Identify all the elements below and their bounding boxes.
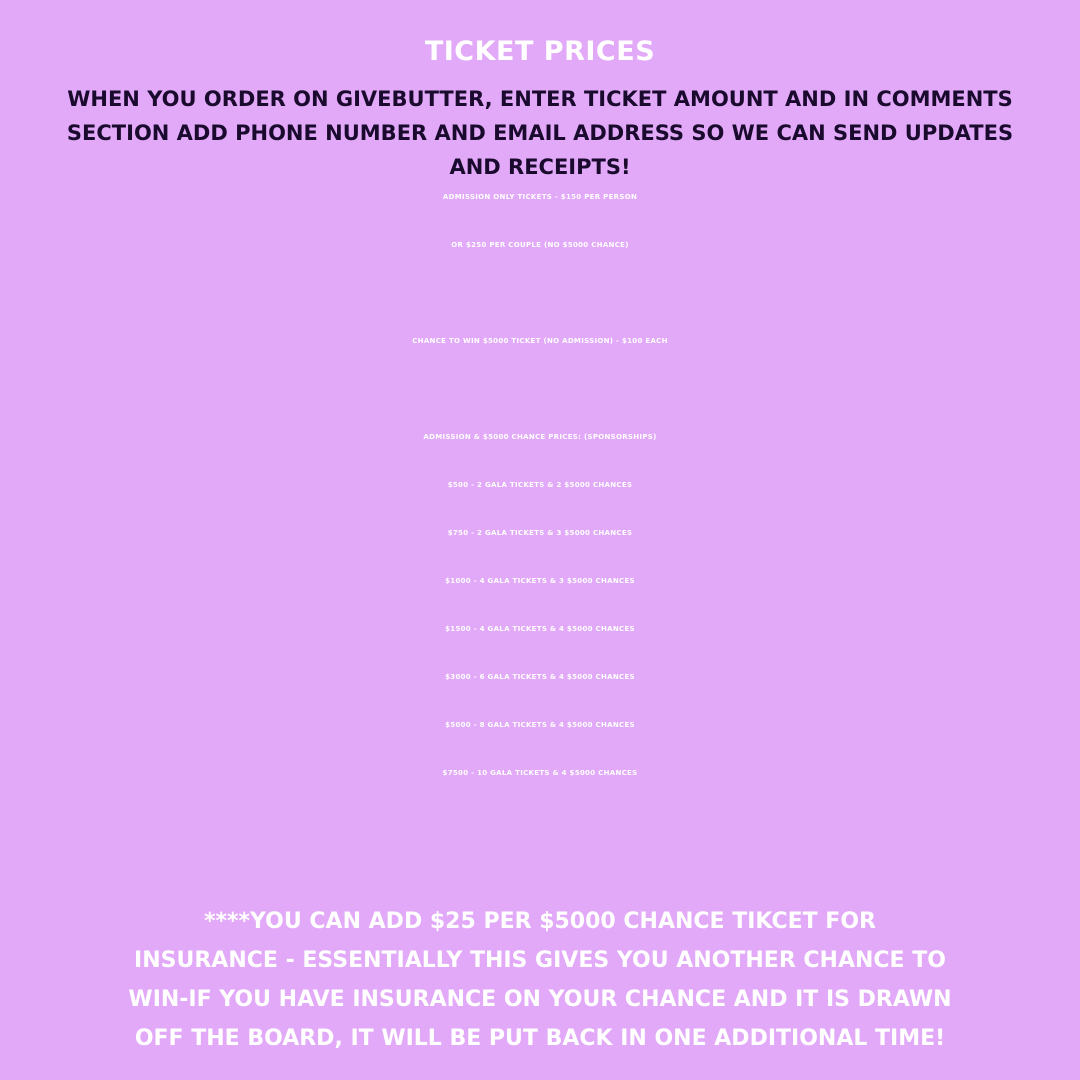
insurance-note-line: WIN-IF YOU HAVE INSURANCE ON YOUR CHANCE AND IT IS DRAWN [128,987,952,1012]
page-title: TICKET PRICES [424,36,656,67]
instructions-line: WHEN YOU ORDER ON GIVEBUTTER, ENTER TICKET AMOUNT AND IN COMMENTS [67,87,1013,111]
sponsorship-tier: $7500 - 10 GALA TICKETS & 4 $5000 CHANCES [442,769,638,777]
sponsorship-header: ADMISSION & $5000 CHANCE PRICES: (SPONSORSHIPS) [423,433,657,441]
sponsorship-tier: $750 - 2 GALA TICKETS & 3 $5000 CHANCES [447,529,633,537]
sponsorship-tier: $1500 - 4 GALA TICKETS & 4 $5000 CHANCES [445,625,635,633]
admission-only-line: ADMISSION ONLY TICKETS - $150 PER PERSON [442,193,638,201]
insurance-note-line: OFF THE BOARD, IT WILL BE PUT BACK IN ONE ADDITIONAL TIME! [134,1026,946,1051]
admission-only-line: OR $250 PER COUPLE (NO $5000 CHANCE) [451,241,629,249]
insurance-note-line: ****YOU CAN ADD $25 PER $5000 CHANCE TIKCET FOR [204,909,876,934]
chance-only-line: CHANCE TO WIN $5000 TICKET (NO ADMISSION) - $100 EACH [412,337,668,345]
sponsorship-tier: $500 - 2 GALA TICKETS & 2 $5000 CHANCES [447,481,633,489]
sponsorship-tier: $5000 - 8 GALA TICKETS & 4 $5000 CHANCES [445,721,635,729]
instructions-line: SECTION ADD PHONE NUMBER AND EMAIL ADDRESS SO WE CAN SEND UPDATES [66,121,1014,145]
insurance-note-line: INSURANCE - ESSENTIALLY THIS GIVES YOU ANOTHER CHANCE TO [134,948,946,973]
insurance-note [0,902,1080,1058]
instructions-line: AND RECEIPTS! [449,155,631,179]
order-instructions [40,82,1040,184]
sponsorship-tier: $1000 - 4 GALA TICKETS & 3 $5000 CHANCES [445,577,635,585]
sponsorship-tier: $3000 - 6 GALA TICKETS & 4 $5000 CHANCES [445,673,635,681]
